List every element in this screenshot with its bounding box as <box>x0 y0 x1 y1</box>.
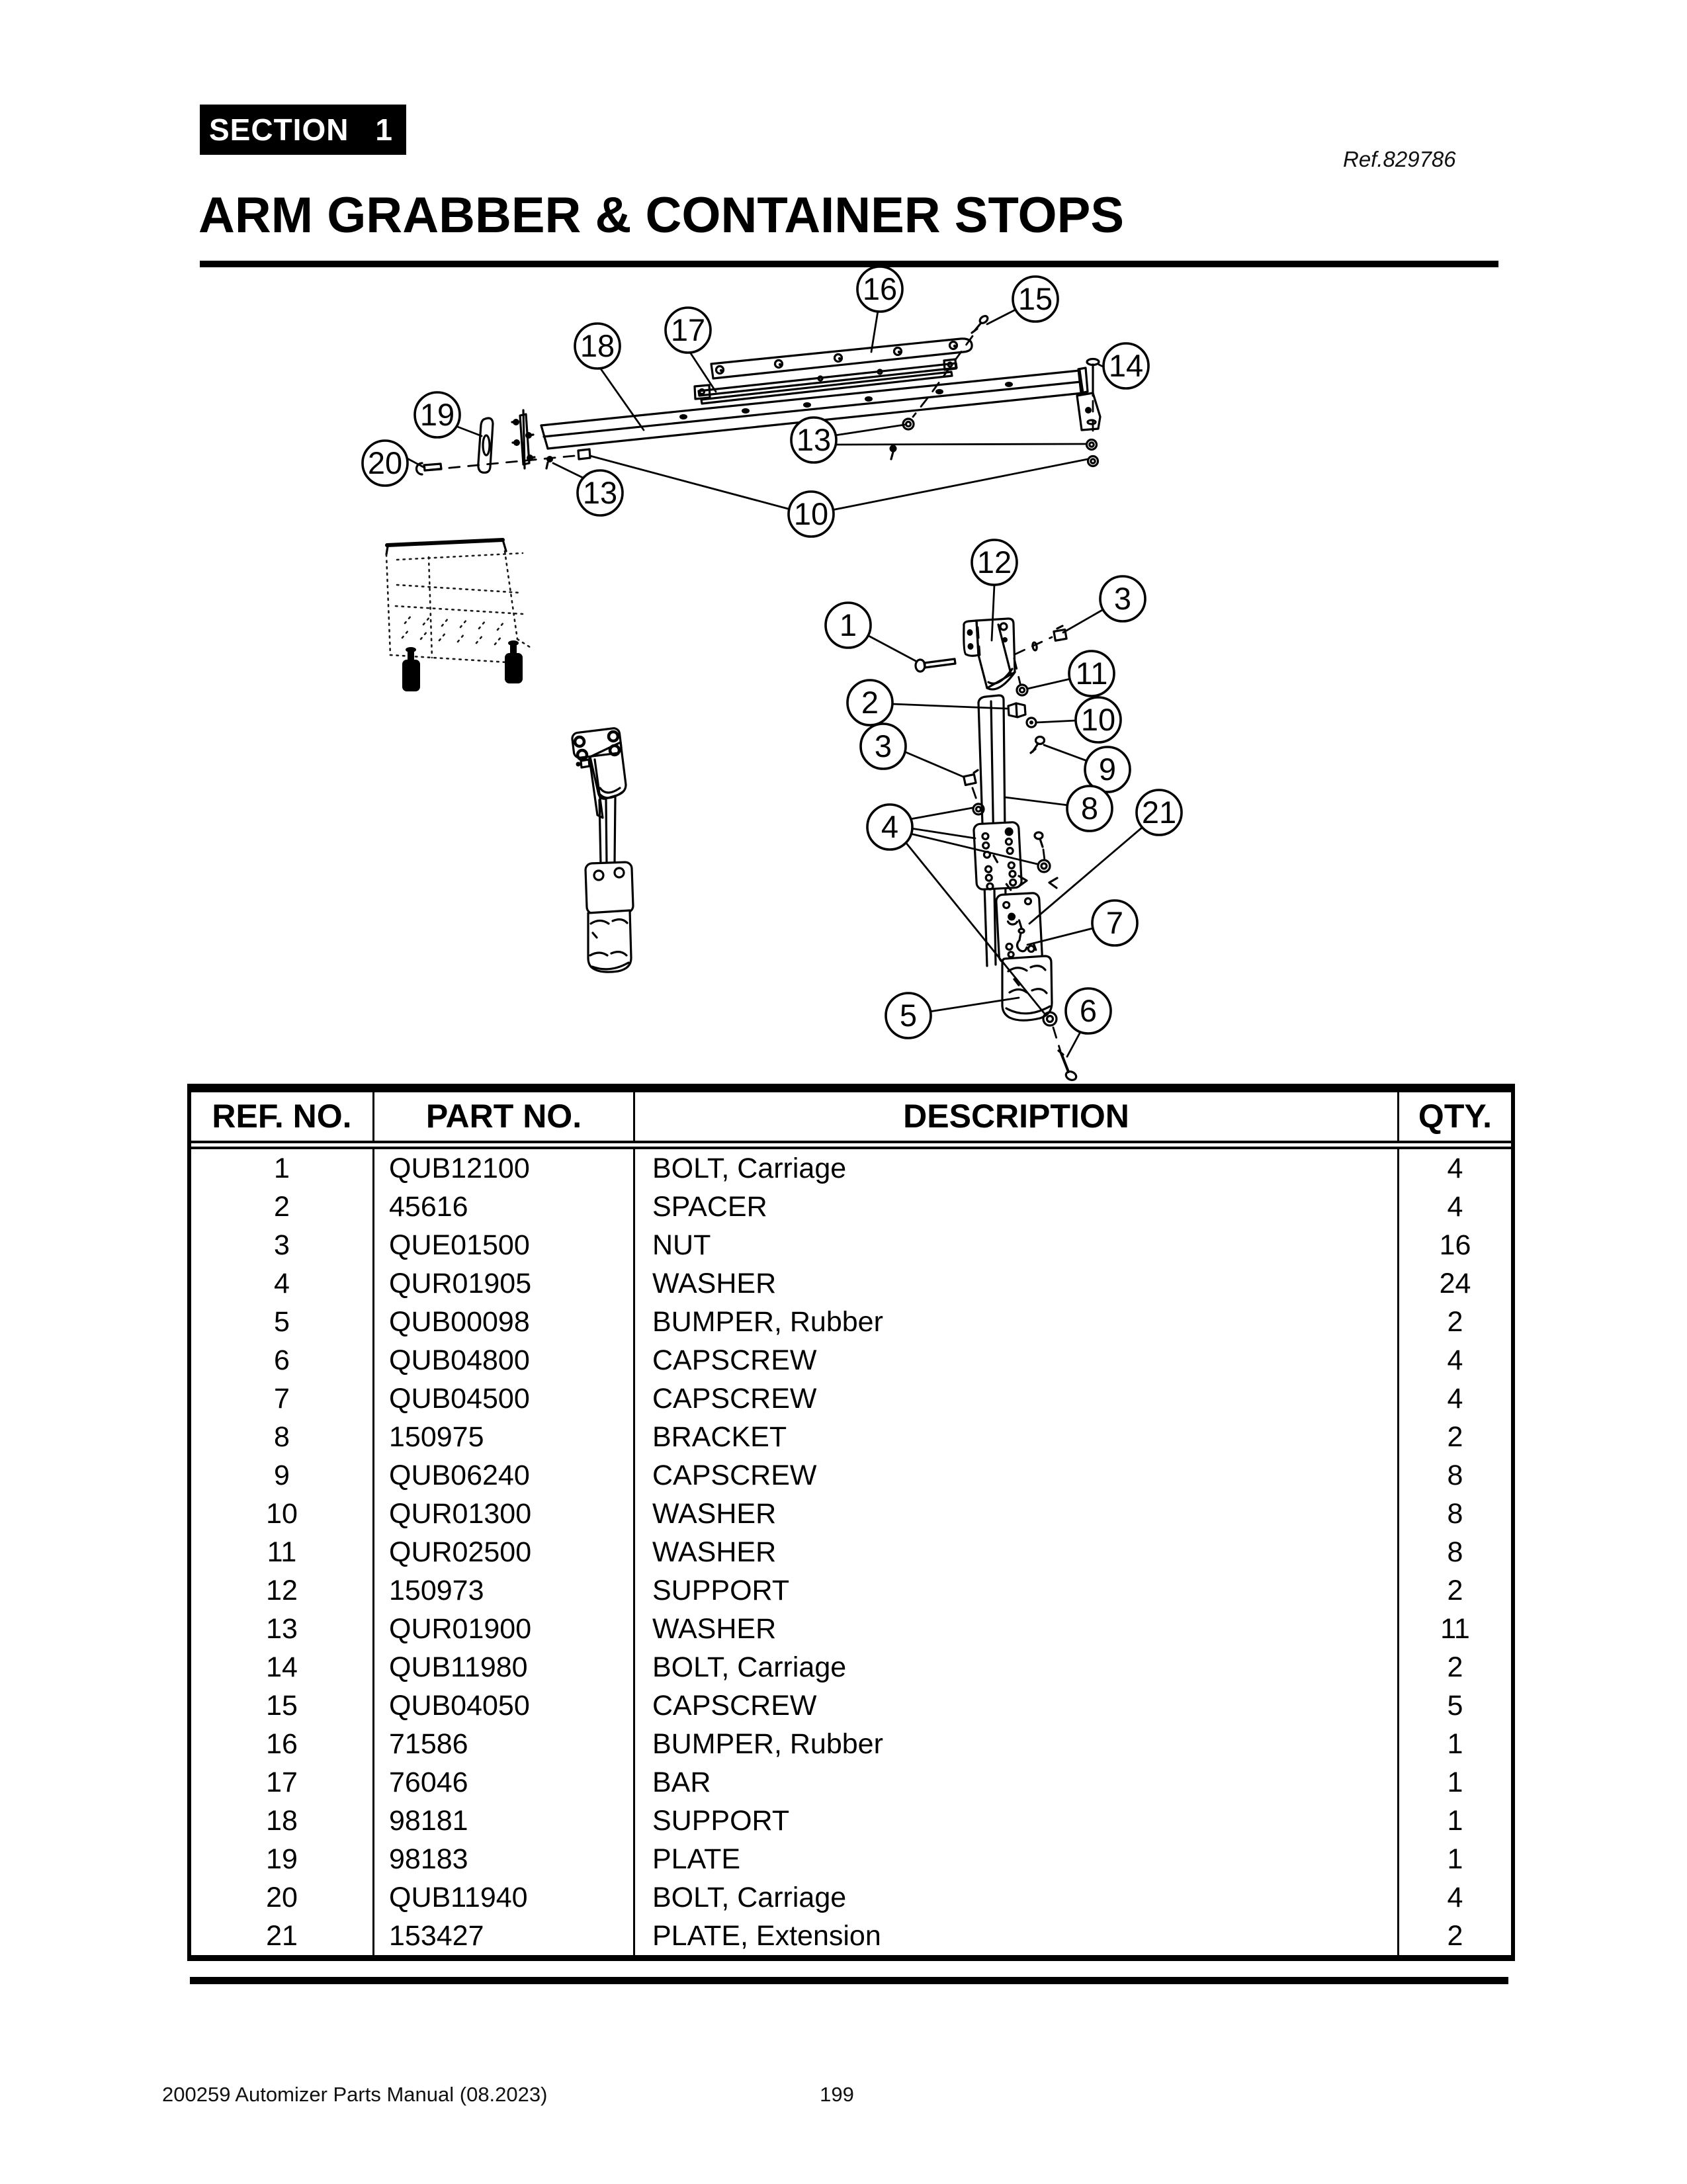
header-part-no: PART NO. <box>374 1092 635 1141</box>
section-header-badge <box>200 105 406 155</box>
cell-desc: WASHER <box>635 1610 1399 1648</box>
cell-part: QUB04800 <box>374 1341 635 1379</box>
svg-text:9: 9 <box>1098 752 1117 787</box>
cell-ref: 6 <box>191 1341 374 1379</box>
cell-qty: 5 <box>1447 1690 1463 1722</box>
chevron-marks <box>1019 876 1057 888</box>
parts-table-header <box>191 1092 1511 1141</box>
callout-13 <box>578 470 623 515</box>
svg-text:7: 7 <box>1105 905 1124 940</box>
cell-qty: 11 <box>1440 1613 1470 1645</box>
cell-ref: 1 <box>191 1149 374 1188</box>
cell-part: QUR01300 <box>374 1495 635 1533</box>
callout-10 <box>789 492 834 537</box>
svg-text:8: 8 <box>1080 791 1099 826</box>
callout-17 <box>666 308 711 353</box>
callout-16 <box>857 267 902 312</box>
section-number: 1 <box>375 112 393 147</box>
svg-text:19: 19 <box>419 397 455 432</box>
table-row <box>191 1763 1511 1802</box>
container-stop-right <box>505 640 523 683</box>
cell-qty: 4 <box>1447 1191 1463 1223</box>
parts-table <box>187 1084 1515 1961</box>
cell-ref: 15 <box>191 1686 374 1725</box>
table-row <box>191 1686 1511 1725</box>
grabber-arm-assembled-part <box>572 728 633 972</box>
cell-part: QUE01500 <box>374 1226 635 1264</box>
cell-desc: PLATE, Extension <box>635 1917 1399 1955</box>
cell-ref: 21 <box>191 1917 374 1955</box>
callout-10 <box>1076 697 1121 742</box>
cell-desc: BOLT, Carriage <box>635 1878 1399 1917</box>
cell-part: 150973 <box>374 1571 635 1610</box>
cell-qty: 16 <box>1439 1229 1471 1261</box>
cell-qty: 8 <box>1447 1536 1463 1568</box>
callout-20 <box>363 441 408 486</box>
cell-part: QUB12100 <box>374 1149 635 1188</box>
cell-ref: 8 <box>191 1418 374 1456</box>
cell-qty: 2 <box>1447 1575 1463 1606</box>
capscrew-15-part <box>890 314 989 459</box>
cell-ref: 12 <box>191 1571 374 1610</box>
cell-desc: BRACKET <box>635 1418 1399 1456</box>
cell-ref: 20 <box>191 1878 374 1917</box>
cell-ref: 5 <box>191 1303 374 1341</box>
table-row <box>191 1571 1511 1610</box>
cell-ref: 13 <box>191 1610 374 1648</box>
svg-text:5: 5 <box>899 998 918 1033</box>
callout-3 <box>1100 576 1145 621</box>
table-row <box>191 1341 1511 1379</box>
cell-ref: 16 <box>191 1725 374 1763</box>
cell-desc: BUMPER, Rubber <box>635 1303 1399 1341</box>
cell-qty: 2 <box>1447 1651 1463 1683</box>
table-row <box>191 1917 1511 1955</box>
square-nut-part <box>578 449 590 459</box>
table-row <box>191 1610 1511 1648</box>
svg-text:10: 10 <box>1080 702 1116 737</box>
table-row <box>191 1725 1511 1763</box>
cell-ref: 4 <box>191 1264 374 1303</box>
cell-qty: 2 <box>1447 1421 1463 1453</box>
svg-text:3: 3 <box>874 728 892 764</box>
cell-desc: CAPSCREW <box>635 1379 1399 1418</box>
callout-18 <box>575 324 620 369</box>
washer-11-part <box>1014 658 1027 695</box>
svg-text:11: 11 <box>1075 656 1108 691</box>
cell-part: 71586 <box>374 1725 635 1763</box>
cell-desc: WASHER <box>635 1495 1399 1533</box>
cell-part: QUR02500 <box>374 1533 635 1571</box>
cell-desc: CAPSCREW <box>635 1341 1399 1379</box>
cell-part: QUR01905 <box>374 1264 635 1303</box>
cell-desc: CAPSCREW <box>635 1456 1399 1495</box>
small-bolt-13-part <box>546 456 553 468</box>
cell-desc: SUPPORT <box>635 1571 1399 1610</box>
cell-ref: 10 <box>191 1495 374 1533</box>
callout-5 <box>886 993 931 1038</box>
cell-part: 98181 <box>374 1802 635 1840</box>
header-description: DESCRIPTION <box>635 1092 1399 1141</box>
plate-extension-21-part <box>996 893 1042 963</box>
cell-desc: PLATE <box>635 1840 1399 1878</box>
cell-ref: 18 <box>191 1802 374 1840</box>
header-ref-no: REF. NO. <box>191 1092 374 1141</box>
header-separator <box>191 1141 1511 1149</box>
capscrew-small-part <box>1035 832 1045 860</box>
table-row <box>191 1379 1511 1418</box>
cell-qty: 1 <box>1447 1843 1463 1875</box>
cell-qty: 4 <box>1447 1383 1463 1415</box>
svg-text:21: 21 <box>1141 795 1177 830</box>
cell-desc: BOLT, Carriage <box>635 1149 1399 1188</box>
cell-part: 150975 <box>374 1418 635 1456</box>
cell-part: QUB06240 <box>374 1456 635 1495</box>
callout-7 <box>1092 900 1137 945</box>
cell-qty: 4 <box>1447 1344 1463 1376</box>
exploded-parts-diagram <box>0 258 1687 1085</box>
plate-upper-part <box>973 822 1021 891</box>
svg-text:16: 16 <box>862 271 898 306</box>
svg-text:2: 2 <box>861 685 879 720</box>
cell-part: 45616 <box>374 1188 635 1226</box>
cell-qty: 24 <box>1439 1268 1471 1299</box>
cell-desc: WASHER <box>635 1264 1399 1303</box>
rubber-bumper-5-part <box>1002 956 1052 1020</box>
rubber-bumper-16-part <box>711 339 972 378</box>
svg-text:12: 12 <box>976 545 1012 580</box>
callout-2 <box>847 680 892 725</box>
svg-text:1: 1 <box>839 607 857 642</box>
cell-ref: 19 <box>191 1840 374 1878</box>
table-row <box>191 1303 1511 1341</box>
svg-text:18: 18 <box>580 328 615 363</box>
table-row <box>191 1840 1511 1878</box>
callout-15 <box>1013 277 1058 322</box>
table-row <box>191 1188 1511 1226</box>
table-row <box>191 1648 1511 1686</box>
svg-text:14: 14 <box>1108 348 1144 383</box>
table-row <box>191 1495 1511 1533</box>
callout-11 <box>1069 651 1114 696</box>
footer-manual-title: 200259 Automizer Parts Manual (08.2023) <box>162 2083 548 2106</box>
cell-qty: 1 <box>1447 1805 1463 1837</box>
cell-part: QUB11980 <box>374 1648 635 1686</box>
header-qty: QTY. <box>1418 1098 1492 1135</box>
cell-desc: NUT <box>635 1226 1399 1264</box>
svg-text:6: 6 <box>1079 993 1098 1028</box>
cell-desc: BUMPER, Rubber <box>635 1725 1399 1763</box>
table-row <box>191 1802 1511 1840</box>
callout-19 <box>415 392 460 437</box>
cell-desc: BAR <box>635 1763 1399 1802</box>
capscrew-9-part <box>1031 737 1045 754</box>
nut-3-lower-part <box>964 770 978 803</box>
support-12-part <box>964 619 1015 689</box>
table-row <box>191 1533 1511 1571</box>
svg-text:15: 15 <box>1017 281 1053 316</box>
cell-qty: 1 <box>1447 1767 1463 1798</box>
cell-ref: 7 <box>191 1379 374 1418</box>
cell-desc: BOLT, Carriage <box>635 1648 1399 1686</box>
svg-text:20: 20 <box>367 445 403 480</box>
cell-part: QUR01900 <box>374 1610 635 1648</box>
cell-part: 98183 <box>374 1840 635 1878</box>
svg-text:13: 13 <box>582 475 618 510</box>
callout-21 <box>1137 790 1182 835</box>
cell-part: QUB04050 <box>374 1686 635 1725</box>
svg-text:4: 4 <box>881 809 899 844</box>
cell-qty: 8 <box>1447 1460 1463 1491</box>
cell-desc: CAPSCREW <box>635 1686 1399 1725</box>
cell-desc: SUPPORT <box>635 1802 1399 1840</box>
cell-part: 76046 <box>374 1763 635 1802</box>
cell-part: QUB00098 <box>374 1303 635 1341</box>
callout-8 <box>1067 786 1112 831</box>
cell-desc: WASHER <box>635 1533 1399 1571</box>
reference-number: Ref.829786 <box>1343 147 1456 171</box>
nut-3-upper-part <box>1015 626 1066 654</box>
spacer-2-part <box>1008 703 1025 717</box>
svg-text:13: 13 <box>796 422 832 457</box>
cell-ref: 14 <box>191 1648 374 1686</box>
table-row <box>191 1456 1511 1495</box>
cell-qty: 4 <box>1447 1153 1463 1184</box>
cell-part: QUB04500 <box>374 1379 635 1418</box>
table-row <box>191 1878 1511 1917</box>
footer-rule <box>190 1977 1508 1984</box>
svg-text:17: 17 <box>670 312 706 347</box>
cell-part: QUB11940 <box>374 1878 635 1917</box>
cell-ref: 2 <box>191 1188 374 1226</box>
callout-3 <box>861 724 906 769</box>
table-row <box>191 1149 1511 1188</box>
cell-part: 153427 <box>374 1917 635 1955</box>
callout-6 <box>1066 988 1111 1033</box>
callout-12 <box>972 540 1017 585</box>
table-row <box>191 1226 1511 1264</box>
footer-page-number: 199 <box>820 2083 854 2106</box>
table-row <box>191 1418 1511 1456</box>
washer-10-part <box>1027 718 1036 727</box>
cell-qty: 2 <box>1447 1920 1463 1952</box>
carriage-bolt-1-part <box>916 659 955 672</box>
container-stop-left <box>402 647 420 691</box>
cell-qty: 1 <box>1447 1728 1463 1760</box>
cell-ref: 11 <box>191 1533 374 1571</box>
callout-1 <box>826 603 871 648</box>
callout-4 <box>867 805 912 850</box>
callout-13 <box>791 417 836 462</box>
cell-qty: 8 <box>1447 1498 1463 1530</box>
cell-ref: 9 <box>191 1456 374 1495</box>
callout-14 <box>1103 343 1148 388</box>
table-row <box>191 1264 1511 1303</box>
cell-qty: 4 <box>1447 1882 1463 1913</box>
container-cart-sketch <box>386 540 532 691</box>
cell-ref: 3 <box>191 1226 374 1264</box>
table-body <box>191 1149 1511 1955</box>
cell-desc: SPACER <box>635 1188 1399 1226</box>
page-title: ARM GRABBER & CONTAINER STOPS <box>198 187 1125 243</box>
section-label: SECTION <box>209 112 349 147</box>
svg-text:10: 10 <box>793 496 829 531</box>
cell-qty: 2 <box>1447 1306 1463 1338</box>
cell-ref: 17 <box>191 1763 374 1802</box>
svg-text:3: 3 <box>1113 581 1132 616</box>
